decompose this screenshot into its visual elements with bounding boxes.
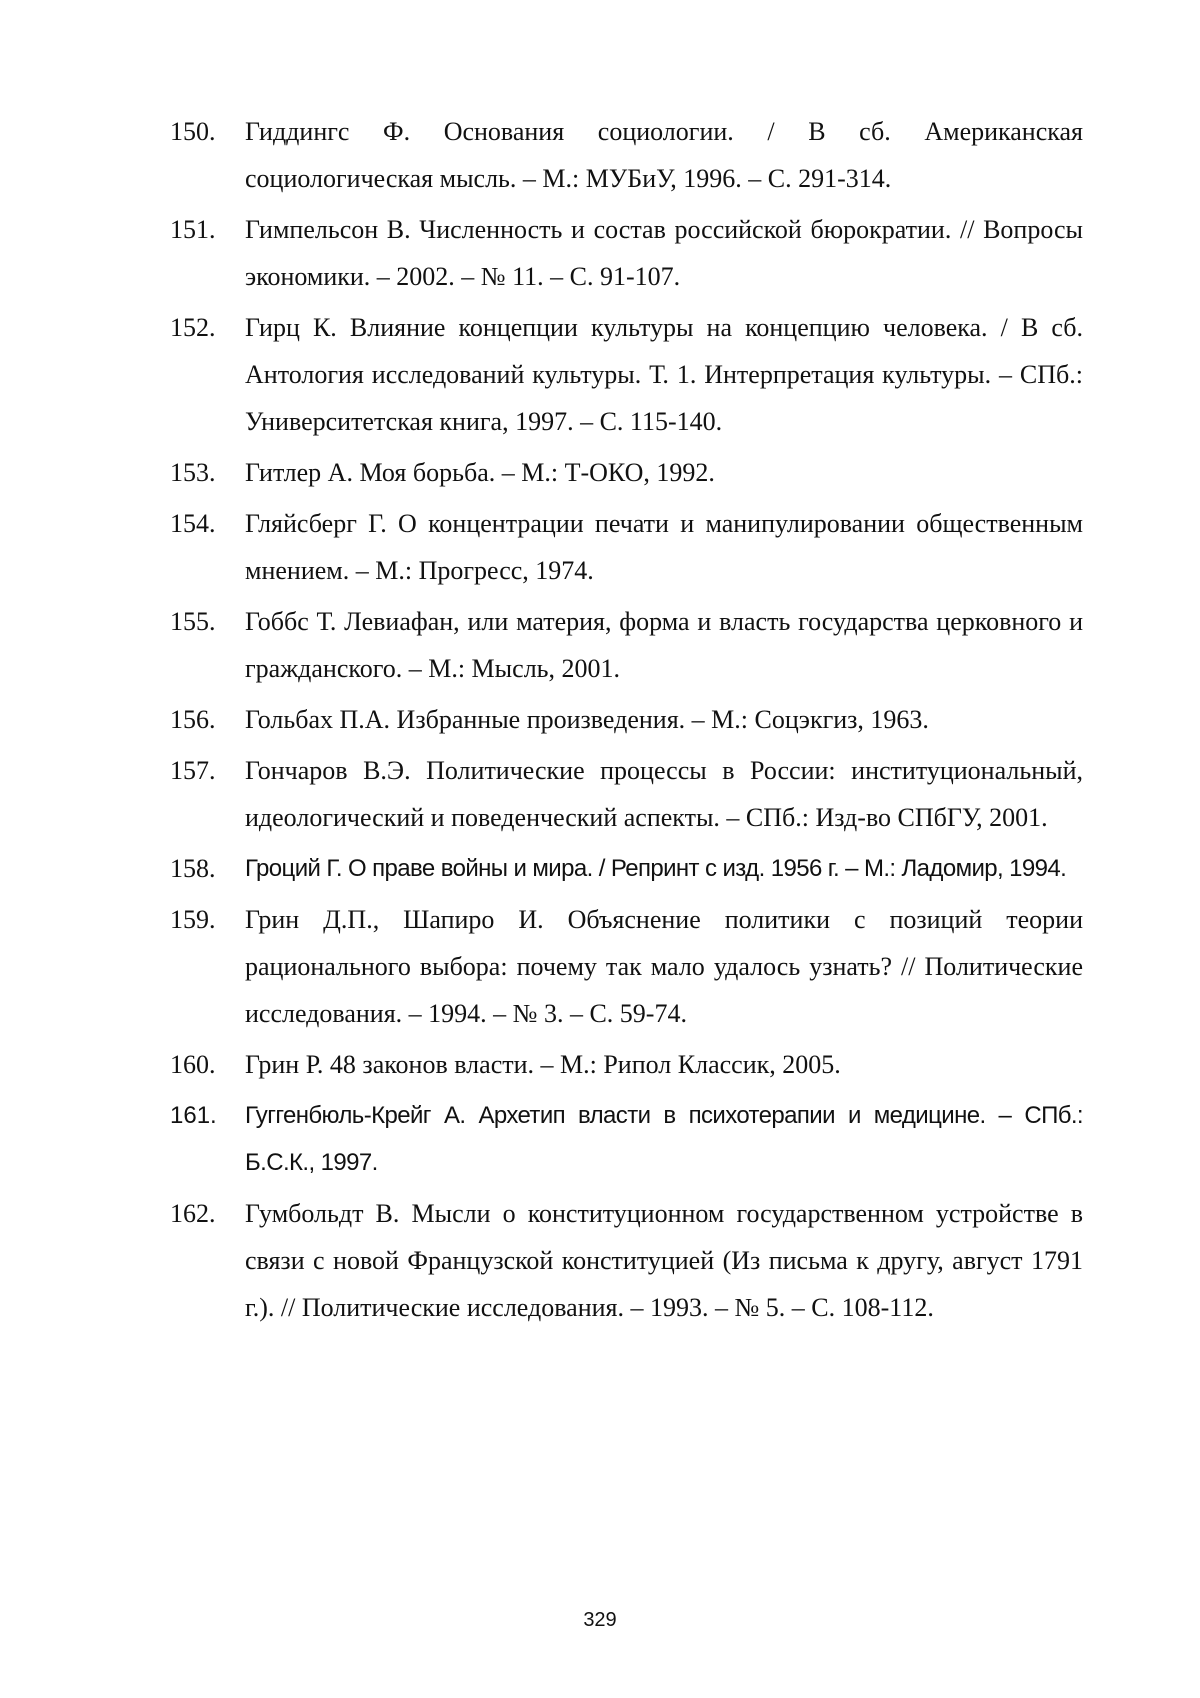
reference-list — [170, 108, 1083, 1335]
reference-number: 158. — [170, 854, 216, 883]
reference-item — [170, 747, 1083, 841]
reference-number: 157. — [170, 756, 216, 785]
reference-item — [170, 845, 1083, 892]
reference-text: Гиддингс Ф. Основания социологии. / В сб. Американская социологическая мысль. – М.: МУБиУ, 1996. – С. 291-314. — [245, 117, 1083, 193]
reference-text: Грин Д.П., Шапиро И. Объяснение политики с позиций теории рационального выбора: почему так мало удалось узнать? // Политические исследования. – 1994. – № 3. – С. 59-74. — [245, 905, 1083, 1028]
reference-item — [170, 1190, 1083, 1331]
reference-text: Грин Р. 48 законов власти. – М.: Рипол Классик, 2005. — [245, 1050, 841, 1079]
reference-item — [170, 598, 1083, 692]
reference-number: 153. — [170, 458, 216, 487]
reference-number: 159. — [170, 905, 216, 934]
reference-text: Гуггенбюль-Крейг А. Архетип власти в психотерапии и медицине. – СПб.: Б.С.К., 1997. — [245, 1102, 1083, 1176]
reference-number: 156. — [170, 705, 216, 734]
reference-text: Гирц К. Влияние концепции культуры на концепцию человека. / В сб. Антология исследований культуры. Т. 1. Интерпретация культуры. – СПб.: Университетская книга, 1997. – С. 115-140. — [245, 313, 1083, 436]
reference-text: Гончаров В.Э. Политические процессы в России: институциональный, идеологический и поведенческий аспекты. – СПб.: Изд-во СПбГУ, 2001. — [245, 756, 1083, 832]
reference-text: Гляйсберг Г. О концентрации печати и манипулировании общественным мнением. – М.: Прогресс, 1974. — [245, 509, 1083, 585]
page-number: 329 — [583, 1609, 617, 1631]
reference-number: 150. — [170, 117, 216, 146]
reference-text: Гроций Г. О праве войны и мира. / Репринт с изд. 1956 г. – М.: Ладомир, 1994. — [245, 855, 1067, 882]
reference-item — [170, 1041, 1083, 1088]
reference-number: 154. — [170, 509, 216, 538]
reference-item — [170, 500, 1083, 594]
reference-number: 161. — [170, 1102, 217, 1129]
reference-number: 162. — [170, 1199, 216, 1228]
reference-text: Гимпельсон В. Численность и состав российской бюрократии. // Вопросы экономики. – 2002. – № 11. – С. 91-107. — [245, 215, 1083, 291]
reference-number: 151. — [170, 215, 216, 244]
reference-item — [170, 896, 1083, 1037]
reference-item — [170, 1092, 1083, 1186]
reference-number: 155. — [170, 607, 216, 636]
reference-item — [170, 304, 1083, 445]
reference-text: Гольбах П.А. Избранные произведения. – М.: Соцэкгиз, 1963. — [245, 705, 929, 734]
reference-text: Гоббс Т. Левиафан, или материя, форма и власть государства церковного и гражданского. – М.: Мысль, 2001. — [245, 607, 1083, 683]
reference-text: Гитлер А. Моя борьба. – М.: Т-ОКО, 1992. — [245, 458, 715, 487]
reference-number: 152. — [170, 313, 216, 342]
reference-number: 160. — [170, 1050, 216, 1079]
reference-text: Гумбольдт В. Мысли о конституционном государственном устройстве в связи с новой Французской конституцией (Из письма к другу, август 1791 г.). // Политические исследования. – 1993. – № 5. – С. 108-112. — [245, 1199, 1083, 1322]
reference-item — [170, 206, 1083, 300]
reference-item — [170, 696, 1083, 743]
reference-item — [170, 108, 1083, 202]
reference-item — [170, 449, 1083, 496]
